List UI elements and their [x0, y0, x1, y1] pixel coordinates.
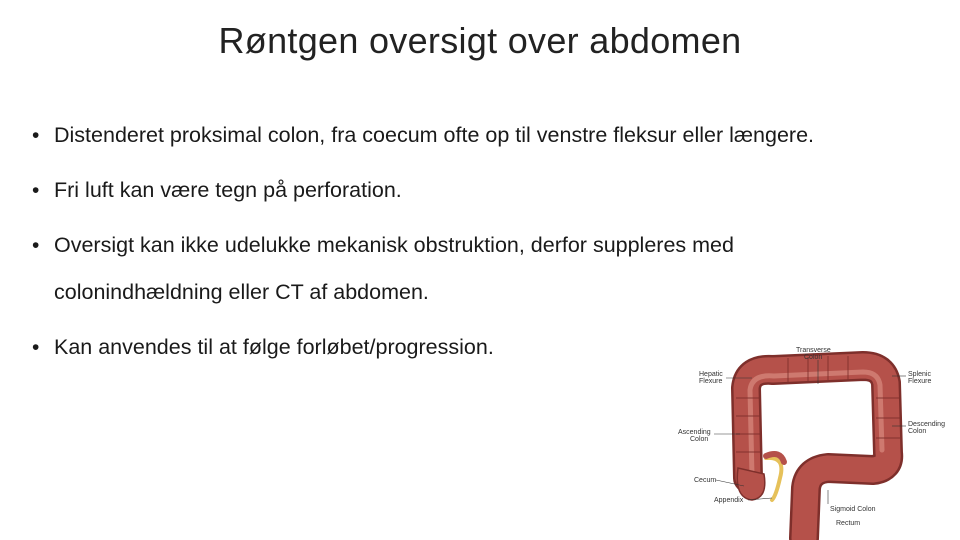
label-hepatic: Hepatic [699, 371, 723, 378]
label-splenic: Flexure [908, 378, 932, 385]
label-transverse: Transverse [796, 347, 831, 354]
bullet-marker: • [32, 179, 40, 202]
bullet-text: Fri luft kan være tegn på perforation. [54, 178, 402, 202]
bullet-text: Kan anvendes til at følge forløbet/progression. [54, 335, 494, 359]
label-cecum: Cecum [694, 477, 717, 484]
appendix-shape [766, 458, 781, 500]
label-hepatic: Flexure [699, 378, 723, 385]
cecum-shape [737, 468, 765, 500]
colon-diagram [668, 338, 960, 540]
colon-anatomy-figure [668, 338, 960, 540]
label-sigmoid: Sigmoid Colon [830, 506, 876, 513]
bullet-item [32, 222, 892, 316]
bullet-marker: • [32, 234, 40, 257]
label-descending: Descending [908, 421, 945, 428]
bullet-marker: • [32, 336, 40, 359]
label-ascending: Ascending [678, 429, 711, 436]
bullet-text: Distenderet proksimal colon, fra coecum ofte op til venstre fleksur eller længere. [54, 123, 815, 147]
label-ascending: Colon [690, 436, 709, 443]
slide-title: Røntgen oversigt over abdomen [218, 20, 742, 61]
bullet-marker: • [32, 124, 40, 147]
bullet-item [32, 167, 892, 214]
label-appendix: Appendix [714, 497, 744, 504]
bullet-text: Oversigt kan ikke udelukke mekanisk obstruktion, derfor suppleres med colonindhældning eller CT af abdomen. [54, 233, 734, 304]
label-transverse: Colon [804, 354, 823, 361]
label-descending: Colon [908, 428, 927, 435]
bullet-item [32, 112, 892, 159]
label-splenic: Splenic [908, 371, 931, 378]
label-rectum: Rectum [836, 520, 861, 527]
